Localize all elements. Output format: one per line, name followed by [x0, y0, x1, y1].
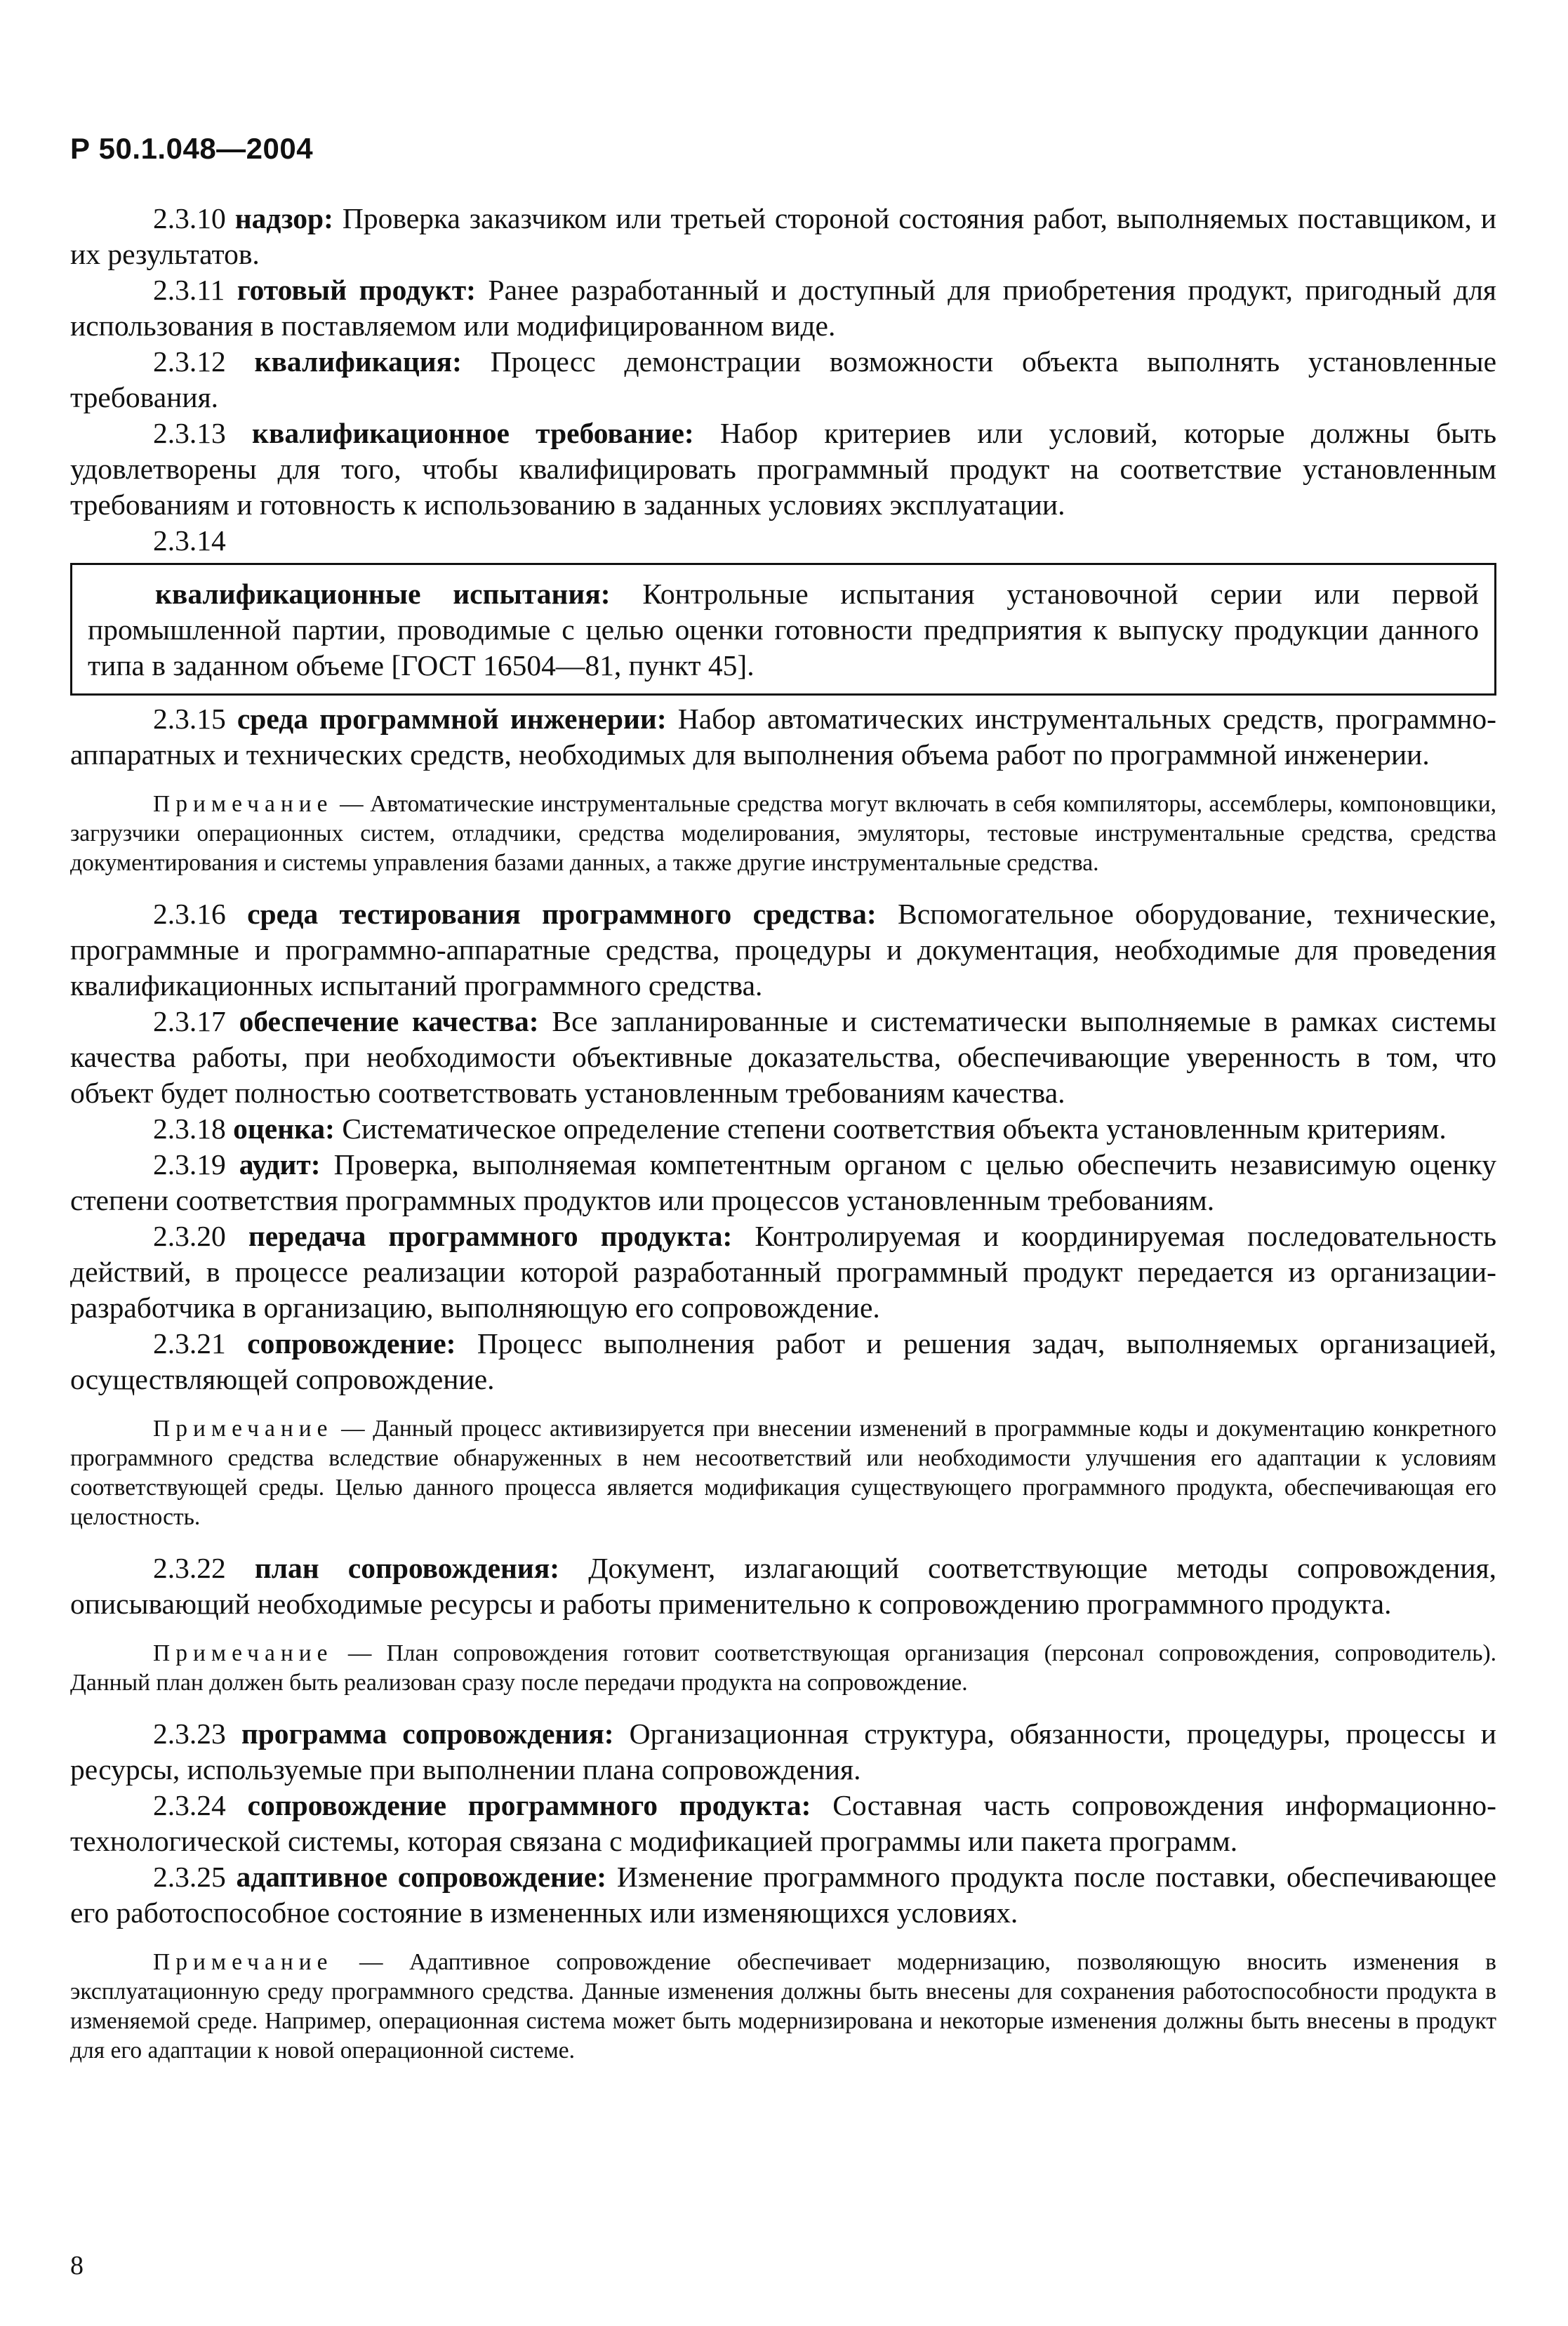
definition-text: Набор автоматических инструментальных средств, программно-аппаратных и технических средств, необходимых для выполнения объема работ по программной инженерии.	[70, 703, 1496, 771]
definition-item	[70, 701, 1496, 773]
item-number: 2.3.12	[153, 345, 226, 378]
definition-text: Набор критериев или условий, которые должны быть удовлетворены для того, чтобы квалифицировать программный продукт на соответствие установленным требованиям и готовность к использованию в заданных условиях эксплуатации.	[70, 417, 1497, 521]
definition-text: Все запланированные и систематически выполняемые в рамках системы качества работы, при необходимости объективные доказательства, обеспечивающие уверенность в том, что объект будет полностью соответствовать установленным требованиям качества.	[70, 1005, 1496, 1109]
note-text: — Автоматические инструментальные средства могут включать в себя компиляторы, ассемблеры, компоновщики, загрузчики операционных систем, отладчики, средства моделирования, эмуляторы, тестовые инструментальные средства, средства документирования и системы управления базами данных, а также другие инструментальные средства.	[70, 791, 1496, 876]
item-number: 2.3.18	[153, 1112, 226, 1145]
term: квалификационные испытания:	[155, 578, 611, 610]
page-number: 8	[70, 2251, 84, 2280]
term: передача программного продукта:	[248, 1220, 733, 1252]
definition-item	[70, 1004, 1496, 1111]
definition-text: Контрольные испытания установочной серии или первой промышленной партии, проводимые с целью оценки готовности предприятия к выпуску продукции данного типа в заданном объеме [ГОСТ 16504—81, пункт 45].	[88, 578, 1479, 682]
term: среда программной инженерии:	[237, 703, 667, 735]
definition-text: Процесс выполнения работ и решения задач, выполняемых организацией, осуществляющей сопровождение.	[70, 1327, 1497, 1395]
definition-item	[70, 1326, 1496, 1397]
definition-item	[70, 201, 1496, 272]
definition-item	[70, 1788, 1496, 1859]
item-number: 2.3.20	[153, 1220, 226, 1252]
item-number: 2.3.16	[153, 898, 226, 930]
item-number: 2.3.23	[153, 1717, 226, 1750]
item-number: 2.3.10	[153, 202, 226, 234]
definition-item	[70, 1111, 1496, 1147]
term: программа сопровождения:	[241, 1717, 614, 1750]
boxed-definition	[70, 563, 1496, 696]
definition-item	[70, 1550, 1496, 1622]
note-label: Примечание	[153, 1640, 333, 1666]
definition-text: Контролируемая и координируемая последовательность действий, в процессе реализации которой разработанный программный продукт передается из организации-разработчика в организацию, выполняющую его сопровождение.	[70, 1220, 1496, 1324]
definition-item	[70, 272, 1496, 344]
definition-text: Проверка заказчиком или третьей стороной состояния работ, выполняемых поставщиком, и их результатов.	[70, 202, 1497, 270]
note-text: — Адаптивное сопровождение обеспечивает модернизацию, позволяющую вносить изменения в эксплуатационную среду программного средства. Данные изменения должны быть внесены для сохранения работоспособности продукта в изменяемой среде. Например, операционная система может быть модернизирована и некоторые изменения должны быть внесены в продукт для его адаптации к новой операционной системе.	[70, 1949, 1496, 2064]
definition-item	[70, 523, 1496, 559]
definition-item	[70, 1859, 1496, 1931]
term: квалификация:	[254, 345, 462, 378]
item-number: 2.3.13	[153, 417, 226, 449]
item-number: 2.3.11	[153, 274, 225, 306]
item-number: 2.3.24	[153, 1789, 226, 1821]
item-number: 2.3.21	[153, 1327, 226, 1360]
definition-text: Проверка, выполняемая компетентным органом с целью обеспечить независимую оценку степени соответствия программных продуктов или процессов установленным требованиям.	[70, 1148, 1497, 1216]
definition-item	[70, 416, 1496, 523]
term: план сопровождения:	[254, 1552, 560, 1584]
note	[70, 1948, 1496, 2066]
definition-item	[88, 576, 1479, 684]
term: аудит:	[239, 1148, 321, 1181]
term: среда тестирования программного средства:	[247, 898, 877, 930]
definition-text: Составная часть сопровождения информационно-технологической системы, которая связана с модификацией программы или пакета программ.	[70, 1789, 1497, 1857]
note-label: Примечание	[153, 1949, 333, 1975]
item-number: 2.3.22	[153, 1552, 226, 1584]
item-number: 2.3.25	[153, 1861, 226, 1893]
term: обеспечение качества:	[239, 1005, 539, 1037]
note	[70, 1639, 1496, 1698]
term: квалификационное требование:	[252, 417, 694, 449]
term: сопровождение:	[247, 1327, 456, 1360]
definition-item	[70, 1716, 1496, 1788]
term: адаптивное сопровождение:	[236, 1861, 607, 1893]
item-number: 2.3.15	[153, 703, 226, 735]
definition-text: Ранее разработанный и доступный для приобретения продукт, пригодный для использования в поставляемом или модифицированном виде.	[70, 274, 1497, 342]
note	[70, 790, 1496, 878]
document-body	[70, 201, 1496, 2084]
definition-text: Организационная структура, обязанности, процедуры, процессы и ресурсы, используемые при выполнении плана сопровождения.	[70, 1717, 1496, 1786]
note-label: Примечание	[153, 1416, 333, 1442]
note-label: Примечание	[153, 791, 333, 817]
definition-item	[70, 1218, 1496, 1326]
term: готовый продукт:	[237, 274, 477, 306]
note-text: — План сопровождения готовит соответствующая организация (персонал сопровождения, сопроводитель). Данный план должен быть реализован сразу после передачи продукта на сопровождение.	[70, 1640, 1496, 1696]
term: оценка:	[233, 1112, 335, 1145]
item-number: 2.3.17	[153, 1005, 226, 1037]
definition-item	[70, 344, 1496, 416]
definition-item	[70, 1147, 1496, 1218]
definition-text: Изменение программного продукта после поставки, обеспечивающее его работоспособное состояние в измененных или изменяющихся условиях.	[70, 1861, 1497, 1929]
note	[70, 1414, 1496, 1532]
definition-text: Систематическое определение степени соответствия объекта установленным критериям.	[334, 1112, 1447, 1145]
term: надзор:	[234, 202, 333, 234]
standard-header: Р 50.1.048—2004	[70, 132, 314, 165]
definition-item	[70, 896, 1496, 1004]
definition-text: Документ, излагающий соответствующие методы сопровождения, описывающий необходимые ресурсы и работы применительно к сопровождению программного продукта.	[70, 1552, 1496, 1620]
term: сопровождение программного продукта:	[247, 1789, 811, 1821]
definition-text: Процесс демонстрации возможности объекта выполнять установленные требования.	[70, 345, 1497, 413]
item-number: 2.3.14	[153, 524, 226, 557]
definition-text: Вспомогательное оборудование, технические, программные и программно-аппаратные средства, процедуры и документация, необходимые для проведения квалификационных испытаний программного средства.	[70, 898, 1496, 1002]
item-number: 2.3.19	[153, 1148, 226, 1181]
note-text: — Данный процесс активизируется при внесении изменений в программные коды и документацию конкретного программного средства вследствие обнаруженных в нем несоответствий или необходимости улучшения его адаптации к условиям соответствующей среды. Целью данного процесса является модификация существующего программного продукта, обеспечивающая его целостность.	[70, 1416, 1496, 1530]
